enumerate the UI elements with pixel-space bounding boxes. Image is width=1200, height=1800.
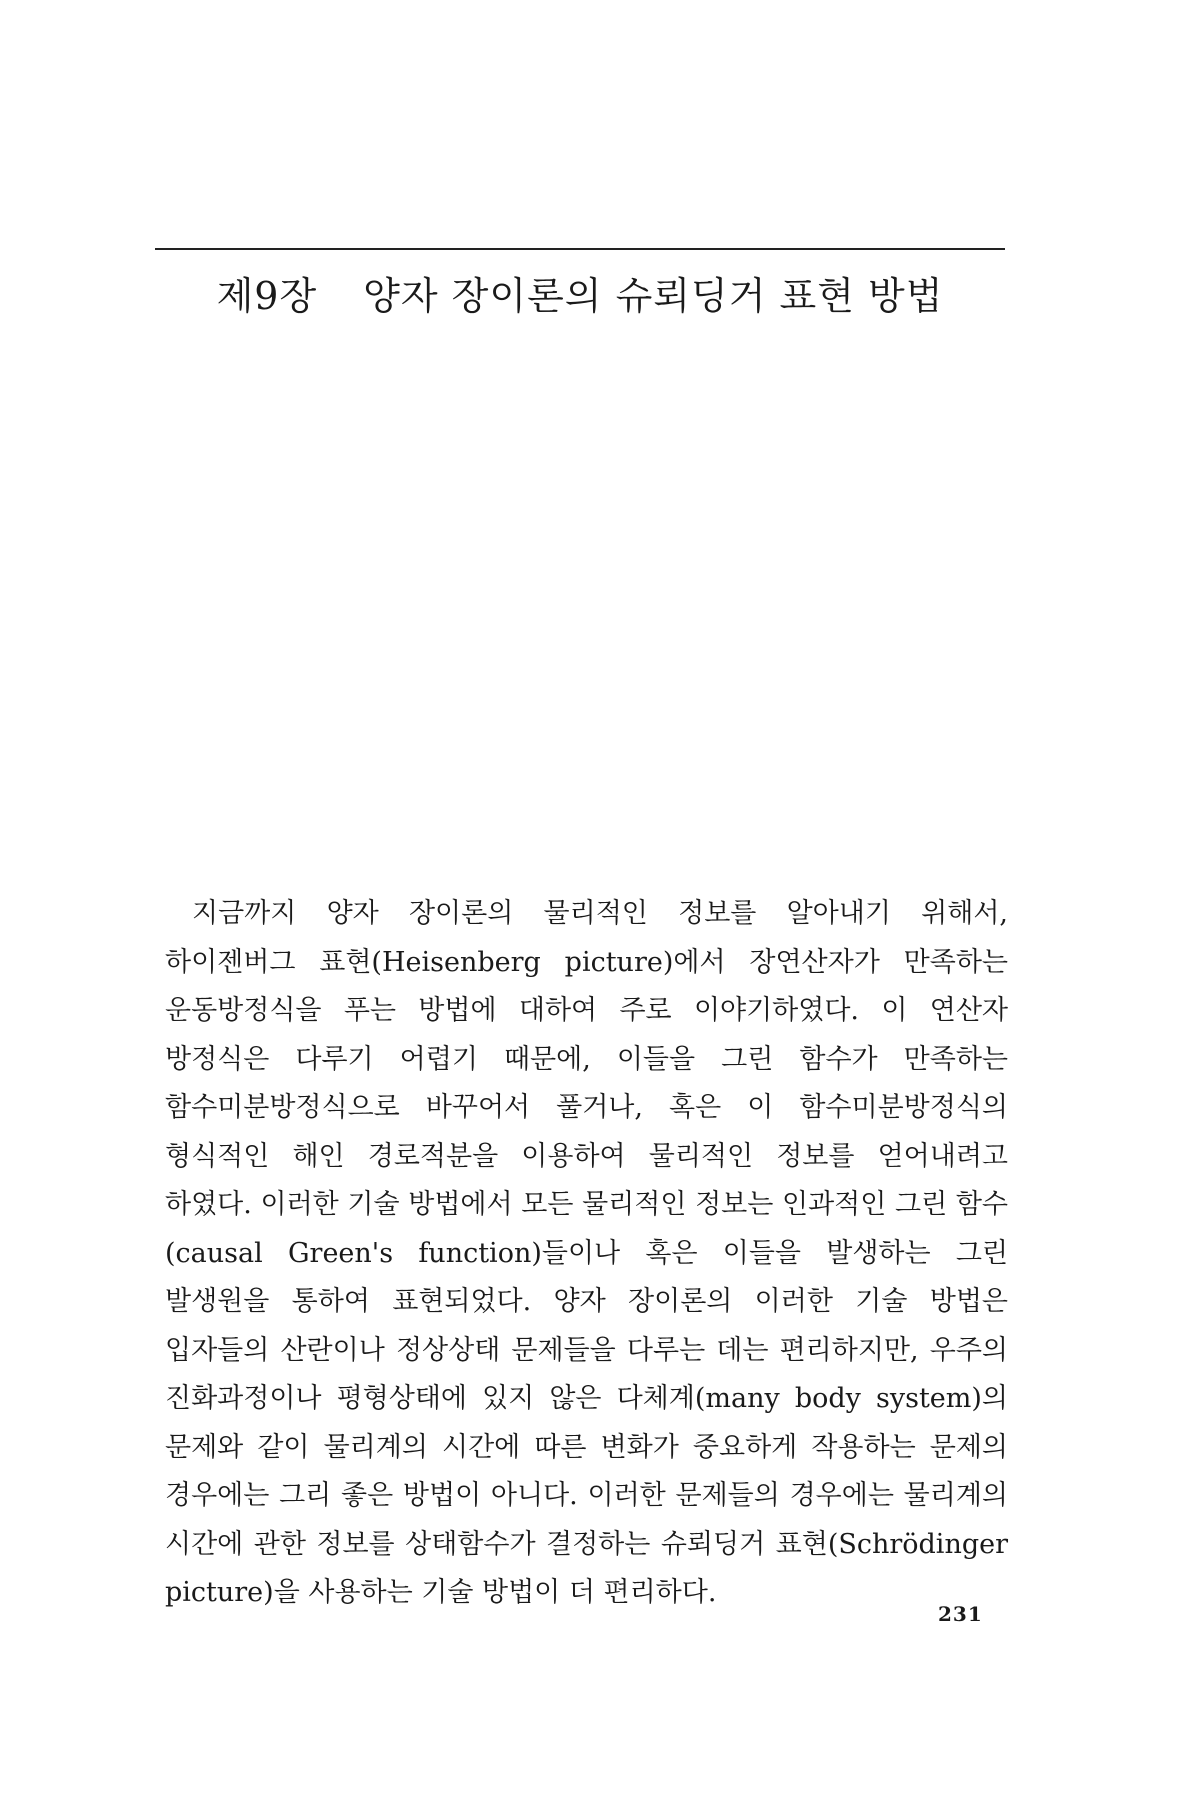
page-number: 231 (938, 1602, 983, 1626)
chapter-top-rule (155, 248, 1005, 250)
chapter-title: 양자 장이론의 슈뢰딩거 표현 방법 (363, 274, 944, 318)
chapter-number: 제9장 (216, 274, 318, 318)
body-paragraph: 지금까지 양자 장이론의 물리적인 정보를 알아내기 위해서, 하이젠버그 표현(Heisenberg picture)에서 장연산자가 만족하는 운동방정식을 푸는 방법에 대하여 주로 이야기하였다. 이 연산자 방정식은 다루기 어렵기 때문에, 이들을 그린 함수가 만족하는 함수미분방정식으로 바꾸어서 풀거나, 혹은 이 함수미분방정식의 형식적인 해인 경로적분을 이용하여 물리적인 정보를 얻어내려고 하였다. 이러한 기술 방법에서 모든 물리적인 정보는 인과적인 그린 함수(causal Green's function)들이나 혹은 이들을 발생하는 그린 발생원을 통하여 표현되었다. 양자 장이론의 이러한 기술 방법은 입자들의 산란이나 정상상태 문제들을 다루는 데는 편리하지만, 우주의 진화과정이나 평형상태에 있지 않은 다체계(many body system)의 문제와 같이 물리계의 시간에 따른 변화가 중요하게 작용하는 문제의 경우에는 그리 좋은 방법이 아니다. 이러한 문제들의 경우에는 물리계의 시간에 관한 정보를 상태함수가 결정하는 슈뢰딩거 표현(Schrödinger picture)을 사용하는 기술 방법이 더 편리하다. (165, 898, 1008, 1608)
chapter-heading (155, 265, 1005, 320)
